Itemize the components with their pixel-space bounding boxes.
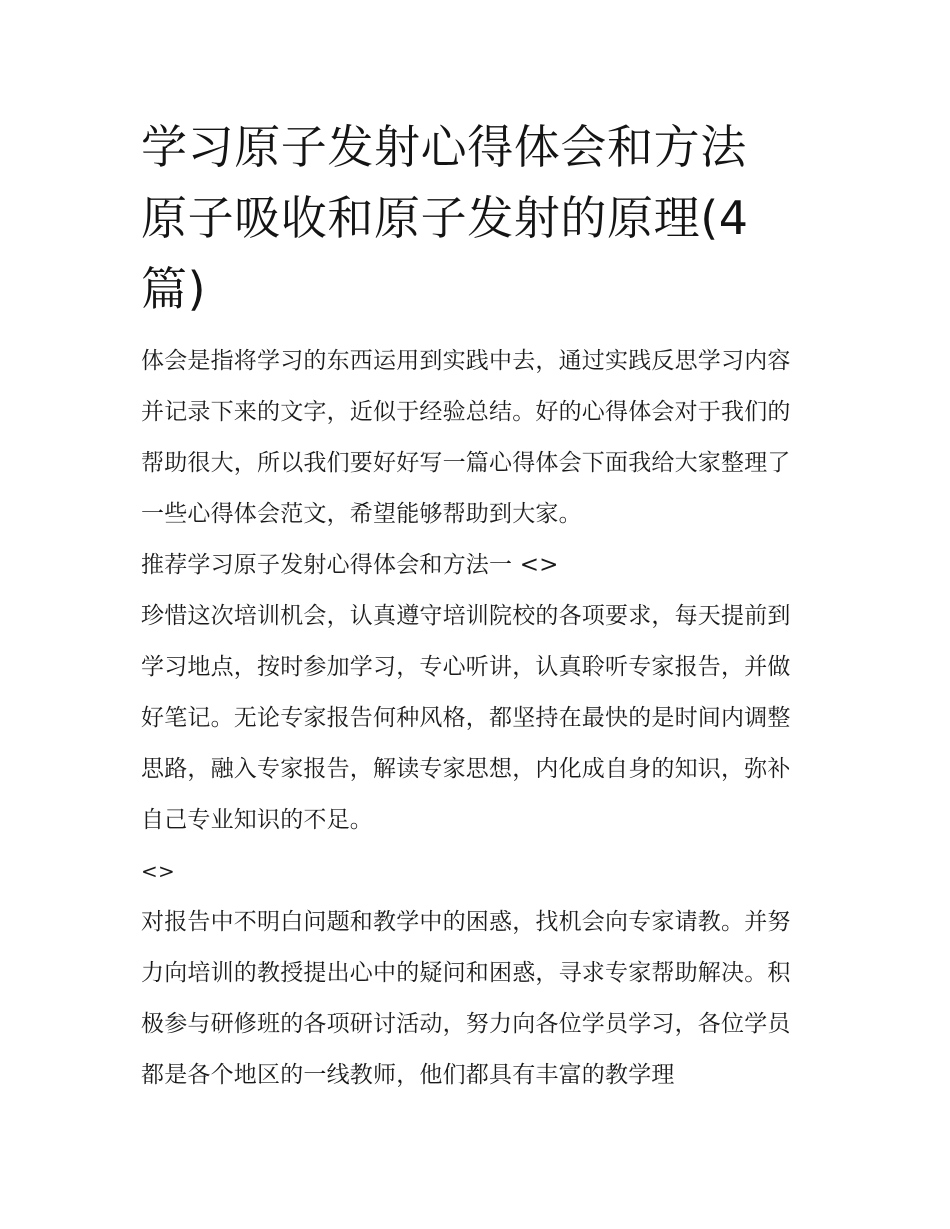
document-title [141,112,813,325]
placeholder-marker: <> [141,859,175,883]
title-line-3: 篇) [141,262,207,316]
intro-paragraph: 体会是指将学习的东西运用到实践中去，通过实践反思学习内容并记录下来的文字，近似于经验总结。好的心得体会对于我们的帮助很大，所以我们要好好写一篇心得体会下面我给大家整理了一些心得体会范文，希望能够帮助到大家。 [141,348,791,527]
title-line-2: 原子吸收和原子发射的原理(4 [141,191,749,245]
title-line-1: 学习原子发射心得体会和方法 [141,120,747,174]
body-paragraph: 对报告中不明白问题和教学中的困惑，找机会向专家请教。并努力向培训的教授提出心中的疑问和困惑，寻求专家帮助解决。积极参与研修班的各项研讨活动，努力向各位学员学习，各位学员都是各个地区的一线教师，他们都具有丰富的教学理 [141,909,791,1088]
body-paragraph: 珍惜这次培训机会，认真遵守培训院校的各项要求，每天提前到学习地点，按时参加学习，专心听讲，认真聆听专家报告，并做好笔记。无论专家报告何种风格，都坚持在最快的是时间内调整思路，融入专家报告，解读专家思想，内化成自身的知识，弥补自己专业知识的不足。 [141,603,791,833]
document-body [141,336,813,1101]
section-heading: 推荐学习原子发射心得体会和方法一 <> [141,552,559,578]
document-page [141,112,813,1101]
